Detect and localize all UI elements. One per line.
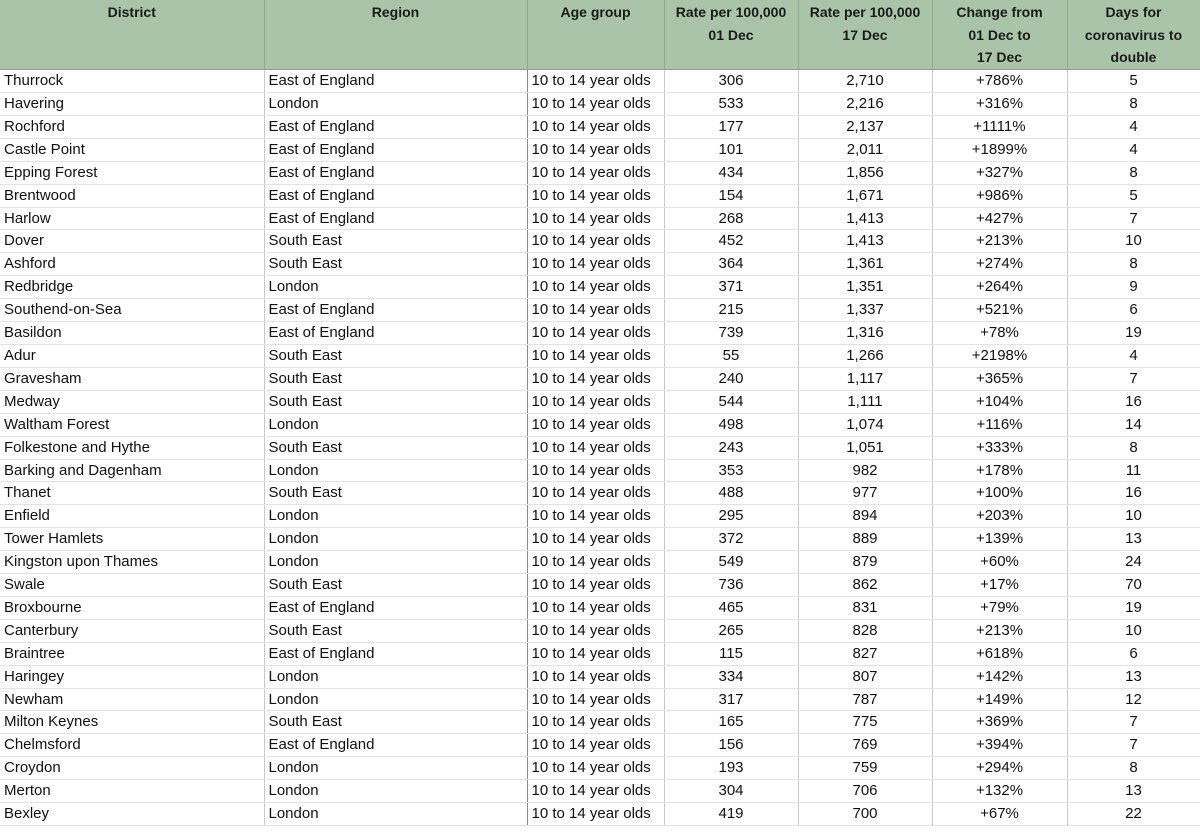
cell-rate-dec01[interactable]: 372 [664, 528, 798, 551]
cell-change[interactable]: +274% [932, 253, 1067, 276]
cell-region[interactable]: South East [264, 482, 527, 505]
cell-region[interactable]: South East [264, 390, 527, 413]
cell-rate-dec01[interactable]: 115 [664, 642, 798, 665]
cell-days[interactable]: 6 [1067, 642, 1200, 665]
cell-change[interactable]: +104% [932, 390, 1067, 413]
cell-region[interactable]: East of England [264, 299, 527, 322]
cell-change[interactable]: +142% [932, 665, 1067, 688]
cell-days[interactable]: 11 [1067, 459, 1200, 482]
cell-change[interactable]: +427% [932, 207, 1067, 230]
cell-district[interactable]: Redbridge [0, 276, 264, 299]
table-row [0, 299, 1200, 322]
cell-rate-dec17[interactable]: 1,671 [798, 184, 932, 207]
cell-days[interactable]: 7 [1067, 367, 1200, 390]
cell-change[interactable]: +294% [932, 757, 1067, 780]
table-row [0, 803, 1200, 826]
cell-change[interactable]: +60% [932, 551, 1067, 574]
cell-age-group[interactable]: 10 to 14 year olds [527, 780, 664, 803]
table-row [0, 734, 1200, 757]
cell-region[interactable]: London [264, 803, 527, 826]
cell-rate-dec17[interactable]: 879 [798, 551, 932, 574]
cell-change[interactable]: +139% [932, 528, 1067, 551]
cell-rate-dec01[interactable]: 193 [664, 757, 798, 780]
cell-age-group[interactable]: 10 to 14 year olds [527, 413, 664, 436]
cell-change[interactable]: +149% [932, 688, 1067, 711]
cell-days[interactable]: 4 [1067, 138, 1200, 161]
cell-age-group[interactable]: 10 to 14 year olds [527, 344, 664, 367]
header-rate-dec17-line1: Rate per 100,000 [809, 4, 921, 20]
cell-region[interactable]: East of England [264, 734, 527, 757]
cell-change[interactable]: +178% [932, 459, 1067, 482]
table-row [0, 596, 1200, 619]
cell-rate-dec01[interactable]: 101 [664, 138, 798, 161]
cell-region[interactable]: South East [264, 619, 527, 642]
table-row [0, 367, 1200, 390]
cell-district[interactable]: Southend-on-Sea [0, 299, 264, 322]
cell-region[interactable]: South East [264, 574, 527, 597]
cell-rate-dec01[interactable]: 304 [664, 780, 798, 803]
cell-rate-dec17[interactable]: 2,011 [798, 138, 932, 161]
cell-region[interactable]: South East [264, 436, 527, 459]
cell-region[interactable]: London [264, 551, 527, 574]
cell-region[interactable]: London [264, 505, 527, 528]
cell-age-group[interactable]: 10 to 14 year olds [527, 367, 664, 390]
cell-district[interactable]: Adur [0, 344, 264, 367]
cell-district[interactable]: Castle Point [0, 138, 264, 161]
cell-rate-dec01[interactable]: 215 [664, 299, 798, 322]
cell-age-group[interactable]: 10 to 14 year olds [527, 665, 664, 688]
cell-age-group[interactable]: 10 to 14 year olds [527, 757, 664, 780]
header-district-label: District [107, 4, 156, 20]
table-body [0, 70, 1200, 826]
cell-rate-dec17[interactable]: 807 [798, 665, 932, 688]
cell-days[interactable]: 24 [1067, 551, 1200, 574]
cell-rate-dec17[interactable]: 700 [798, 803, 932, 826]
cell-rate-dec17[interactable]: 1,117 [798, 367, 932, 390]
cell-district[interactable]: Ashford [0, 253, 264, 276]
cell-rate-dec01[interactable]: 154 [664, 184, 798, 207]
header-days-line1: Days for [1105, 4, 1162, 20]
table-row [0, 115, 1200, 138]
cell-rate-dec17[interactable]: 1,361 [798, 253, 932, 276]
cell-days[interactable]: 7 [1067, 711, 1200, 734]
cell-age-group[interactable]: 10 to 14 year olds [527, 734, 664, 757]
cell-age-group[interactable]: 10 to 14 year olds [527, 436, 664, 459]
table-row [0, 711, 1200, 734]
cell-days[interactable]: 10 [1067, 505, 1200, 528]
cell-rate-dec01[interactable]: 498 [664, 413, 798, 436]
table-row [0, 459, 1200, 482]
table-row [0, 322, 1200, 345]
cell-age-group[interactable]: 10 to 14 year olds [527, 207, 664, 230]
cell-rate-dec01[interactable]: 165 [664, 711, 798, 734]
cell-region[interactable]: East of England [264, 138, 527, 161]
table-row [0, 551, 1200, 574]
cell-rate-dec01[interactable]: 177 [664, 115, 798, 138]
cell-days[interactable]: 5 [1067, 70, 1200, 93]
cell-rate-dec01[interactable]: 295 [664, 505, 798, 528]
header-rate-dec01-line1: Rate per 100,000 [675, 4, 787, 20]
cell-age-group[interactable]: 10 to 14 year olds [527, 322, 664, 345]
cell-district[interactable]: Croydon [0, 757, 264, 780]
cell-change[interactable]: +67% [932, 803, 1067, 826]
table-row [0, 619, 1200, 642]
cell-district[interactable]: Havering [0, 93, 264, 116]
cell-region[interactable]: East of England [264, 207, 527, 230]
cell-district[interactable]: Tower Hamlets [0, 528, 264, 551]
cell-age-group[interactable]: 10 to 14 year olds [527, 115, 664, 138]
cell-days[interactable]: 19 [1067, 322, 1200, 345]
header-rate-dec17[interactable] [798, 0, 932, 70]
table-row [0, 390, 1200, 413]
cell-region[interactable]: London [264, 757, 527, 780]
cell-rate-dec01[interactable]: 364 [664, 253, 798, 276]
cell-district[interactable]: Enfield [0, 505, 264, 528]
header-age-group[interactable] [527, 0, 664, 70]
cell-change[interactable]: +264% [932, 276, 1067, 299]
cell-change[interactable]: +116% [932, 413, 1067, 436]
cell-age-group[interactable]: 10 to 14 year olds [527, 138, 664, 161]
cell-change[interactable]: +132% [932, 780, 1067, 803]
table-row [0, 161, 1200, 184]
cell-age-group[interactable]: 10 to 14 year olds [527, 482, 664, 505]
cell-change[interactable]: +78% [932, 322, 1067, 345]
header-change-line3: 17 Dec [976, 49, 1023, 66]
cell-days[interactable]: 12 [1067, 688, 1200, 711]
cell-region[interactable]: London [264, 780, 527, 803]
cell-rate-dec17[interactable]: 977 [798, 482, 932, 505]
cell-age-group[interactable]: 10 to 14 year olds [527, 528, 664, 551]
cell-rate-dec17[interactable]: 1,413 [798, 207, 932, 230]
table-row [0, 574, 1200, 597]
cell-region[interactable]: South East [264, 230, 527, 253]
table-row [0, 757, 1200, 780]
cell-change[interactable]: +79% [932, 596, 1067, 619]
cell-region[interactable]: London [264, 665, 527, 688]
cell-change[interactable]: +213% [932, 230, 1067, 253]
cell-rate-dec17[interactable]: 1,266 [798, 344, 932, 367]
cell-region[interactable]: East of England [264, 115, 527, 138]
cell-days[interactable]: 10 [1067, 230, 1200, 253]
header-rate-dec01[interactable] [664, 0, 798, 70]
cell-days[interactable]: 14 [1067, 413, 1200, 436]
cell-region[interactable]: South East [264, 711, 527, 734]
cell-district[interactable]: Thurrock [0, 70, 264, 93]
cell-district[interactable]: Basildon [0, 322, 264, 345]
table-row [0, 642, 1200, 665]
header-rate-dec17-line2: 17 Dec [842, 26, 888, 43]
cell-rate-dec17[interactable]: 831 [798, 596, 932, 619]
cell-age-group[interactable]: 10 to 14 year olds [527, 688, 664, 711]
cell-age-group[interactable]: 10 to 14 year olds [527, 276, 664, 299]
cell-district[interactable]: Milton Keynes [0, 711, 264, 734]
cell-age-group[interactable]: 10 to 14 year olds [527, 161, 664, 184]
cell-age-group[interactable]: 10 to 14 year olds [527, 803, 664, 826]
cell-age-group[interactable]: 10 to 14 year olds [527, 711, 664, 734]
cell-region[interactable]: London [264, 93, 527, 116]
cell-rate-dec01[interactable]: 55 [664, 344, 798, 367]
cell-rate-dec17[interactable]: 889 [798, 528, 932, 551]
header-days-line2: coronavirus to [1084, 26, 1183, 43]
cell-rate-dec17[interactable]: 862 [798, 574, 932, 597]
cell-district[interactable]: Gravesham [0, 367, 264, 390]
cell-days[interactable]: 13 [1067, 665, 1200, 688]
cell-district[interactable]: Merton [0, 780, 264, 803]
cell-age-group[interactable]: 10 to 14 year olds [527, 299, 664, 322]
cell-days[interactable]: 19 [1067, 596, 1200, 619]
cell-rate-dec01[interactable]: 488 [664, 482, 798, 505]
cell-district[interactable]: Bexley [0, 803, 264, 826]
cell-rate-dec01[interactable]: 268 [664, 207, 798, 230]
cell-region[interactable]: East of England [264, 161, 527, 184]
table-row [0, 482, 1200, 505]
cell-district[interactable]: Waltham Forest [0, 413, 264, 436]
cell-region[interactable]: South East [264, 253, 527, 276]
cell-rate-dec17[interactable]: 787 [798, 688, 932, 711]
cell-days[interactable]: 13 [1067, 780, 1200, 803]
table-row [0, 138, 1200, 161]
cell-district[interactable]: Medway [0, 390, 264, 413]
cell-region[interactable]: East of England [264, 184, 527, 207]
header-region[interactable] [264, 0, 527, 70]
cell-age-group[interactable]: 10 to 14 year olds [527, 505, 664, 528]
cell-change[interactable]: +2198% [932, 344, 1067, 367]
cell-change[interactable]: +618% [932, 642, 1067, 665]
cell-district[interactable]: Folkestone and Hythe [0, 436, 264, 459]
cell-change[interactable]: +986% [932, 184, 1067, 207]
cell-age-group[interactable]: 10 to 14 year olds [527, 93, 664, 116]
cell-age-group[interactable]: 10 to 14 year olds [527, 184, 664, 207]
cell-region[interactable]: East of England [264, 322, 527, 345]
cell-district[interactable]: Barking and Dagenham [0, 459, 264, 482]
cell-rate-dec01[interactable]: 736 [664, 574, 798, 597]
cell-change[interactable]: +1899% [932, 138, 1067, 161]
cell-change[interactable]: +521% [932, 299, 1067, 322]
cell-rate-dec01[interactable]: 452 [664, 230, 798, 253]
table-row [0, 780, 1200, 803]
cell-change[interactable]: +203% [932, 505, 1067, 528]
header-days[interactable] [1067, 0, 1200, 70]
cell-age-group[interactable]: 10 to 14 year olds [527, 642, 664, 665]
cell-district[interactable]: Haringey [0, 665, 264, 688]
cell-days[interactable]: 70 [1067, 574, 1200, 597]
cell-rate-dec17[interactable]: 1,074 [798, 413, 932, 436]
cell-rate-dec17[interactable]: 769 [798, 734, 932, 757]
cell-rate-dec17[interactable]: 706 [798, 780, 932, 803]
cell-district[interactable]: Canterbury [0, 619, 264, 642]
cell-days[interactable]: 22 [1067, 803, 1200, 826]
cell-rate-dec01[interactable]: 544 [664, 390, 798, 413]
cell-days[interactable]: 8 [1067, 253, 1200, 276]
header-change-line1: Change from [956, 4, 1043, 20]
cell-change[interactable]: +316% [932, 93, 1067, 116]
cell-change[interactable]: +213% [932, 619, 1067, 642]
cell-change[interactable]: +394% [932, 734, 1067, 757]
cell-rate-dec17[interactable]: 1,351 [798, 276, 932, 299]
cell-days[interactable]: 8 [1067, 757, 1200, 780]
header-region-label: Region [371, 4, 420, 20]
cell-region[interactable]: South East [264, 367, 527, 390]
table-row [0, 184, 1200, 207]
header-change[interactable] [932, 0, 1067, 70]
table-row [0, 230, 1200, 253]
cell-rate-dec01[interactable]: 334 [664, 665, 798, 688]
cell-region[interactable]: East of England [264, 70, 527, 93]
cell-rate-dec01[interactable]: 156 [664, 734, 798, 757]
cell-rate-dec01[interactable]: 533 [664, 93, 798, 116]
cell-district[interactable]: Rochford [0, 115, 264, 138]
cell-age-group[interactable]: 10 to 14 year olds [527, 619, 664, 642]
table-row [0, 505, 1200, 528]
cell-days[interactable]: 4 [1067, 115, 1200, 138]
cell-rate-dec01[interactable]: 353 [664, 459, 798, 482]
cell-age-group[interactable]: 10 to 14 year olds [527, 70, 664, 93]
cell-district[interactable]: Newham [0, 688, 264, 711]
cell-rate-dec01[interactable]: 419 [664, 803, 798, 826]
cell-rate-dec01[interactable]: 306 [664, 70, 798, 93]
header-age-group-label: Age group [560, 4, 631, 20]
cell-region[interactable]: South East [264, 344, 527, 367]
cell-rate-dec17[interactable]: 1,111 [798, 390, 932, 413]
cell-rate-dec01[interactable]: 371 [664, 276, 798, 299]
cell-district[interactable]: Braintree [0, 642, 264, 665]
cell-rate-dec01[interactable]: 549 [664, 551, 798, 574]
cell-change[interactable]: +1111% [932, 115, 1067, 138]
cell-days[interactable]: 8 [1067, 161, 1200, 184]
cell-rate-dec17[interactable]: 759 [798, 757, 932, 780]
cell-age-group[interactable]: 10 to 14 year olds [527, 574, 664, 597]
cell-region[interactable]: London [264, 459, 527, 482]
cell-days[interactable]: 16 [1067, 390, 1200, 413]
table-row [0, 93, 1200, 116]
cell-change[interactable]: +365% [932, 367, 1067, 390]
cell-days[interactable]: 6 [1067, 299, 1200, 322]
cell-district[interactable]: Dover [0, 230, 264, 253]
cell-rate-dec17[interactable]: 894 [798, 505, 932, 528]
cell-district[interactable]: Kingston upon Thames [0, 551, 264, 574]
table-row [0, 253, 1200, 276]
cell-age-group[interactable]: 10 to 14 year olds [527, 230, 664, 253]
cell-age-group[interactable]: 10 to 14 year olds [527, 551, 664, 574]
cell-district[interactable]: Thanet [0, 482, 264, 505]
cell-district[interactable]: Epping Forest [0, 161, 264, 184]
table-row [0, 276, 1200, 299]
header-change-line2: 01 Dec to [968, 26, 1031, 43]
cell-change[interactable]: +369% [932, 711, 1067, 734]
table-row [0, 344, 1200, 367]
table-row [0, 413, 1200, 436]
cell-days[interactable]: 10 [1067, 619, 1200, 642]
table-row [0, 70, 1200, 93]
cell-rate-dec17[interactable]: 2,216 [798, 93, 932, 116]
cell-rate-dec17[interactable]: 1,413 [798, 230, 932, 253]
cell-age-group[interactable]: 10 to 14 year olds [527, 459, 664, 482]
cell-rate-dec17[interactable]: 827 [798, 642, 932, 665]
cell-rate-dec17[interactable]: 982 [798, 459, 932, 482]
cell-region[interactable]: East of England [264, 596, 527, 619]
cell-rate-dec17[interactable]: 828 [798, 619, 932, 642]
cell-rate-dec01[interactable]: 265 [664, 619, 798, 642]
cell-days[interactable]: 9 [1067, 276, 1200, 299]
cell-region[interactable]: East of England [264, 642, 527, 665]
cell-district[interactable]: Broxbourne [0, 596, 264, 619]
cell-days[interactable]: 13 [1067, 528, 1200, 551]
cell-region[interactable]: London [264, 276, 527, 299]
cell-age-group[interactable]: 10 to 14 year olds [527, 596, 664, 619]
header-rate-dec01-line2: 01 Dec [708, 26, 754, 43]
cell-days[interactable]: 4 [1067, 344, 1200, 367]
cell-change[interactable]: +100% [932, 482, 1067, 505]
table-row [0, 436, 1200, 459]
cell-rate-dec17[interactable]: 1,316 [798, 322, 932, 345]
table-row [0, 207, 1200, 230]
cell-days[interactable]: 7 [1067, 207, 1200, 230]
cell-rate-dec01[interactable]: 739 [664, 322, 798, 345]
cell-district[interactable]: Harlow [0, 207, 264, 230]
cell-rate-dec17[interactable]: 2,137 [798, 115, 932, 138]
cell-age-group[interactable]: 10 to 14 year olds [527, 390, 664, 413]
cell-age-group[interactable]: 10 to 14 year olds [527, 253, 664, 276]
cell-change[interactable]: +327% [932, 161, 1067, 184]
cell-rate-dec17[interactable]: 1,856 [798, 161, 932, 184]
cell-region[interactable]: London [264, 413, 527, 436]
cell-days[interactable]: 8 [1067, 93, 1200, 116]
cell-change[interactable]: +333% [932, 436, 1067, 459]
cell-change[interactable]: +17% [932, 574, 1067, 597]
cell-region[interactable]: London [264, 688, 527, 711]
table-row [0, 688, 1200, 711]
cell-district[interactable]: Brentwood [0, 184, 264, 207]
cell-district[interactable]: Swale [0, 574, 264, 597]
cell-change[interactable]: +786% [932, 70, 1067, 93]
cell-rate-dec01[interactable]: 317 [664, 688, 798, 711]
table-row [0, 528, 1200, 551]
cell-rate-dec01[interactable]: 434 [664, 161, 798, 184]
table-row [0, 665, 1200, 688]
cell-rate-dec17[interactable]: 2,710 [798, 70, 932, 93]
cell-days[interactable]: 8 [1067, 436, 1200, 459]
cell-district[interactable]: Chelmsford [0, 734, 264, 757]
cell-rate-dec01[interactable]: 243 [664, 436, 798, 459]
cell-days[interactable]: 7 [1067, 734, 1200, 757]
cell-rate-dec17[interactable]: 1,337 [798, 299, 932, 322]
cell-days[interactable]: 16 [1067, 482, 1200, 505]
cell-days[interactable]: 5 [1067, 184, 1200, 207]
cell-rate-dec01[interactable]: 240 [664, 367, 798, 390]
cell-rate-dec01[interactable]: 465 [664, 596, 798, 619]
header-days-line3: double [1110, 49, 1157, 66]
cell-region[interactable]: London [264, 528, 527, 551]
cell-rate-dec17[interactable]: 1,051 [798, 436, 932, 459]
cell-rate-dec17[interactable]: 775 [798, 711, 932, 734]
header-district[interactable] [0, 0, 264, 70]
header-row [0, 0, 1200, 70]
